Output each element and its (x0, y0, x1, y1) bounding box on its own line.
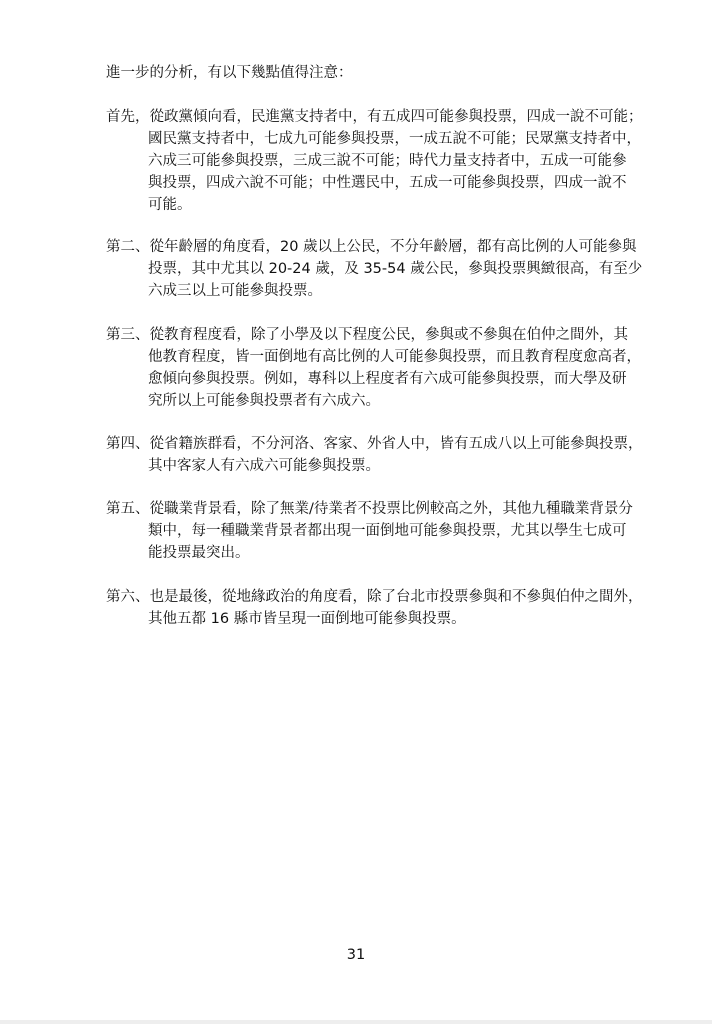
paragraph-line: 六成三可能參與投票，三成三說不可能；時代力量支持者中，五成一可能參 (148, 153, 627, 169)
paragraph-5 (106, 498, 646, 564)
paragraph-1 (106, 106, 646, 216)
paragraph-line: 首先，從政黨傾向看，民進黨支持者中，有五成四可能參與投票，四成一說不可能； (106, 109, 643, 125)
paragraph-line: 投票，其中尤其以 20-24 歲，及 35-54 歲公民，參與投票興緻很高，有至少 (148, 261, 643, 277)
paragraph-3 (106, 324, 646, 412)
paragraph-6 (106, 586, 646, 630)
paragraph-line: 能投票最突出。 (148, 545, 250, 561)
paragraph-line: 可能。 (148, 197, 192, 213)
paragraph-line: 與投票，四成六說不可能；中性選民中，五成一可能參與投票，四成一說不 (148, 175, 627, 191)
paragraph-line: 類中，每一種職業背景者都出現一面倒地可能參與投票，尤其以學生七成可 (148, 523, 627, 539)
paragraph-4 (106, 433, 646, 477)
intro-text: 進一步的分析，有以下幾點值得注意： (106, 65, 353, 81)
paragraph-line: 第二、從年齡層的角度看，20 歲以上公民，不分年齡層，都有高比例的人可能參與 (106, 239, 637, 255)
paragraph-line: 第四、從省籍族群看，不分河洛、客家、外省人中，皆有五成八以上可能參與投票， (106, 436, 643, 452)
paragraph-line: 其中客家人有六成六可能參與投票。 (148, 458, 380, 474)
paragraph-line: 第五、從職業背景看，除了無業/待業者不投票比例較高之外，其他九種職業背景分 (106, 501, 633, 517)
paragraph-line: 國民黨支持者中，七成九可能參與投票，一成五說不可能；民眾黨支持者中， (148, 131, 641, 147)
page-number: 31 (346, 947, 366, 963)
paragraph-line: 究所以上可能參與投票者有六成六。 (148, 393, 380, 409)
paragraph-line: 愈傾向參與投票。例如，專科以上程度者有六成可能參與投票，而大學及研 (148, 371, 627, 387)
paragraph-line: 第三、從教育程度看，除了小學及以下程度公民，參與或不參與在伯仲之間外，其 (106, 327, 628, 343)
paragraph-line: 他教育程度，皆一面倒地有高比例的人可能參與投票，而且教育程度愈高者， (148, 349, 641, 365)
paragraph-line: 六成三以上可能參與投票。 (148, 283, 322, 299)
paragraph-2 (106, 236, 646, 302)
page-bottom-divider (0, 1020, 712, 1024)
paragraph-line: 其他五都 16 縣市皆呈現一面倒地可能參與投票。 (148, 611, 466, 627)
paragraph-line: 第六、也是最後，從地緣政治的角度看，除了台北市投票參與和不參與伯仲之間外， (106, 589, 643, 605)
